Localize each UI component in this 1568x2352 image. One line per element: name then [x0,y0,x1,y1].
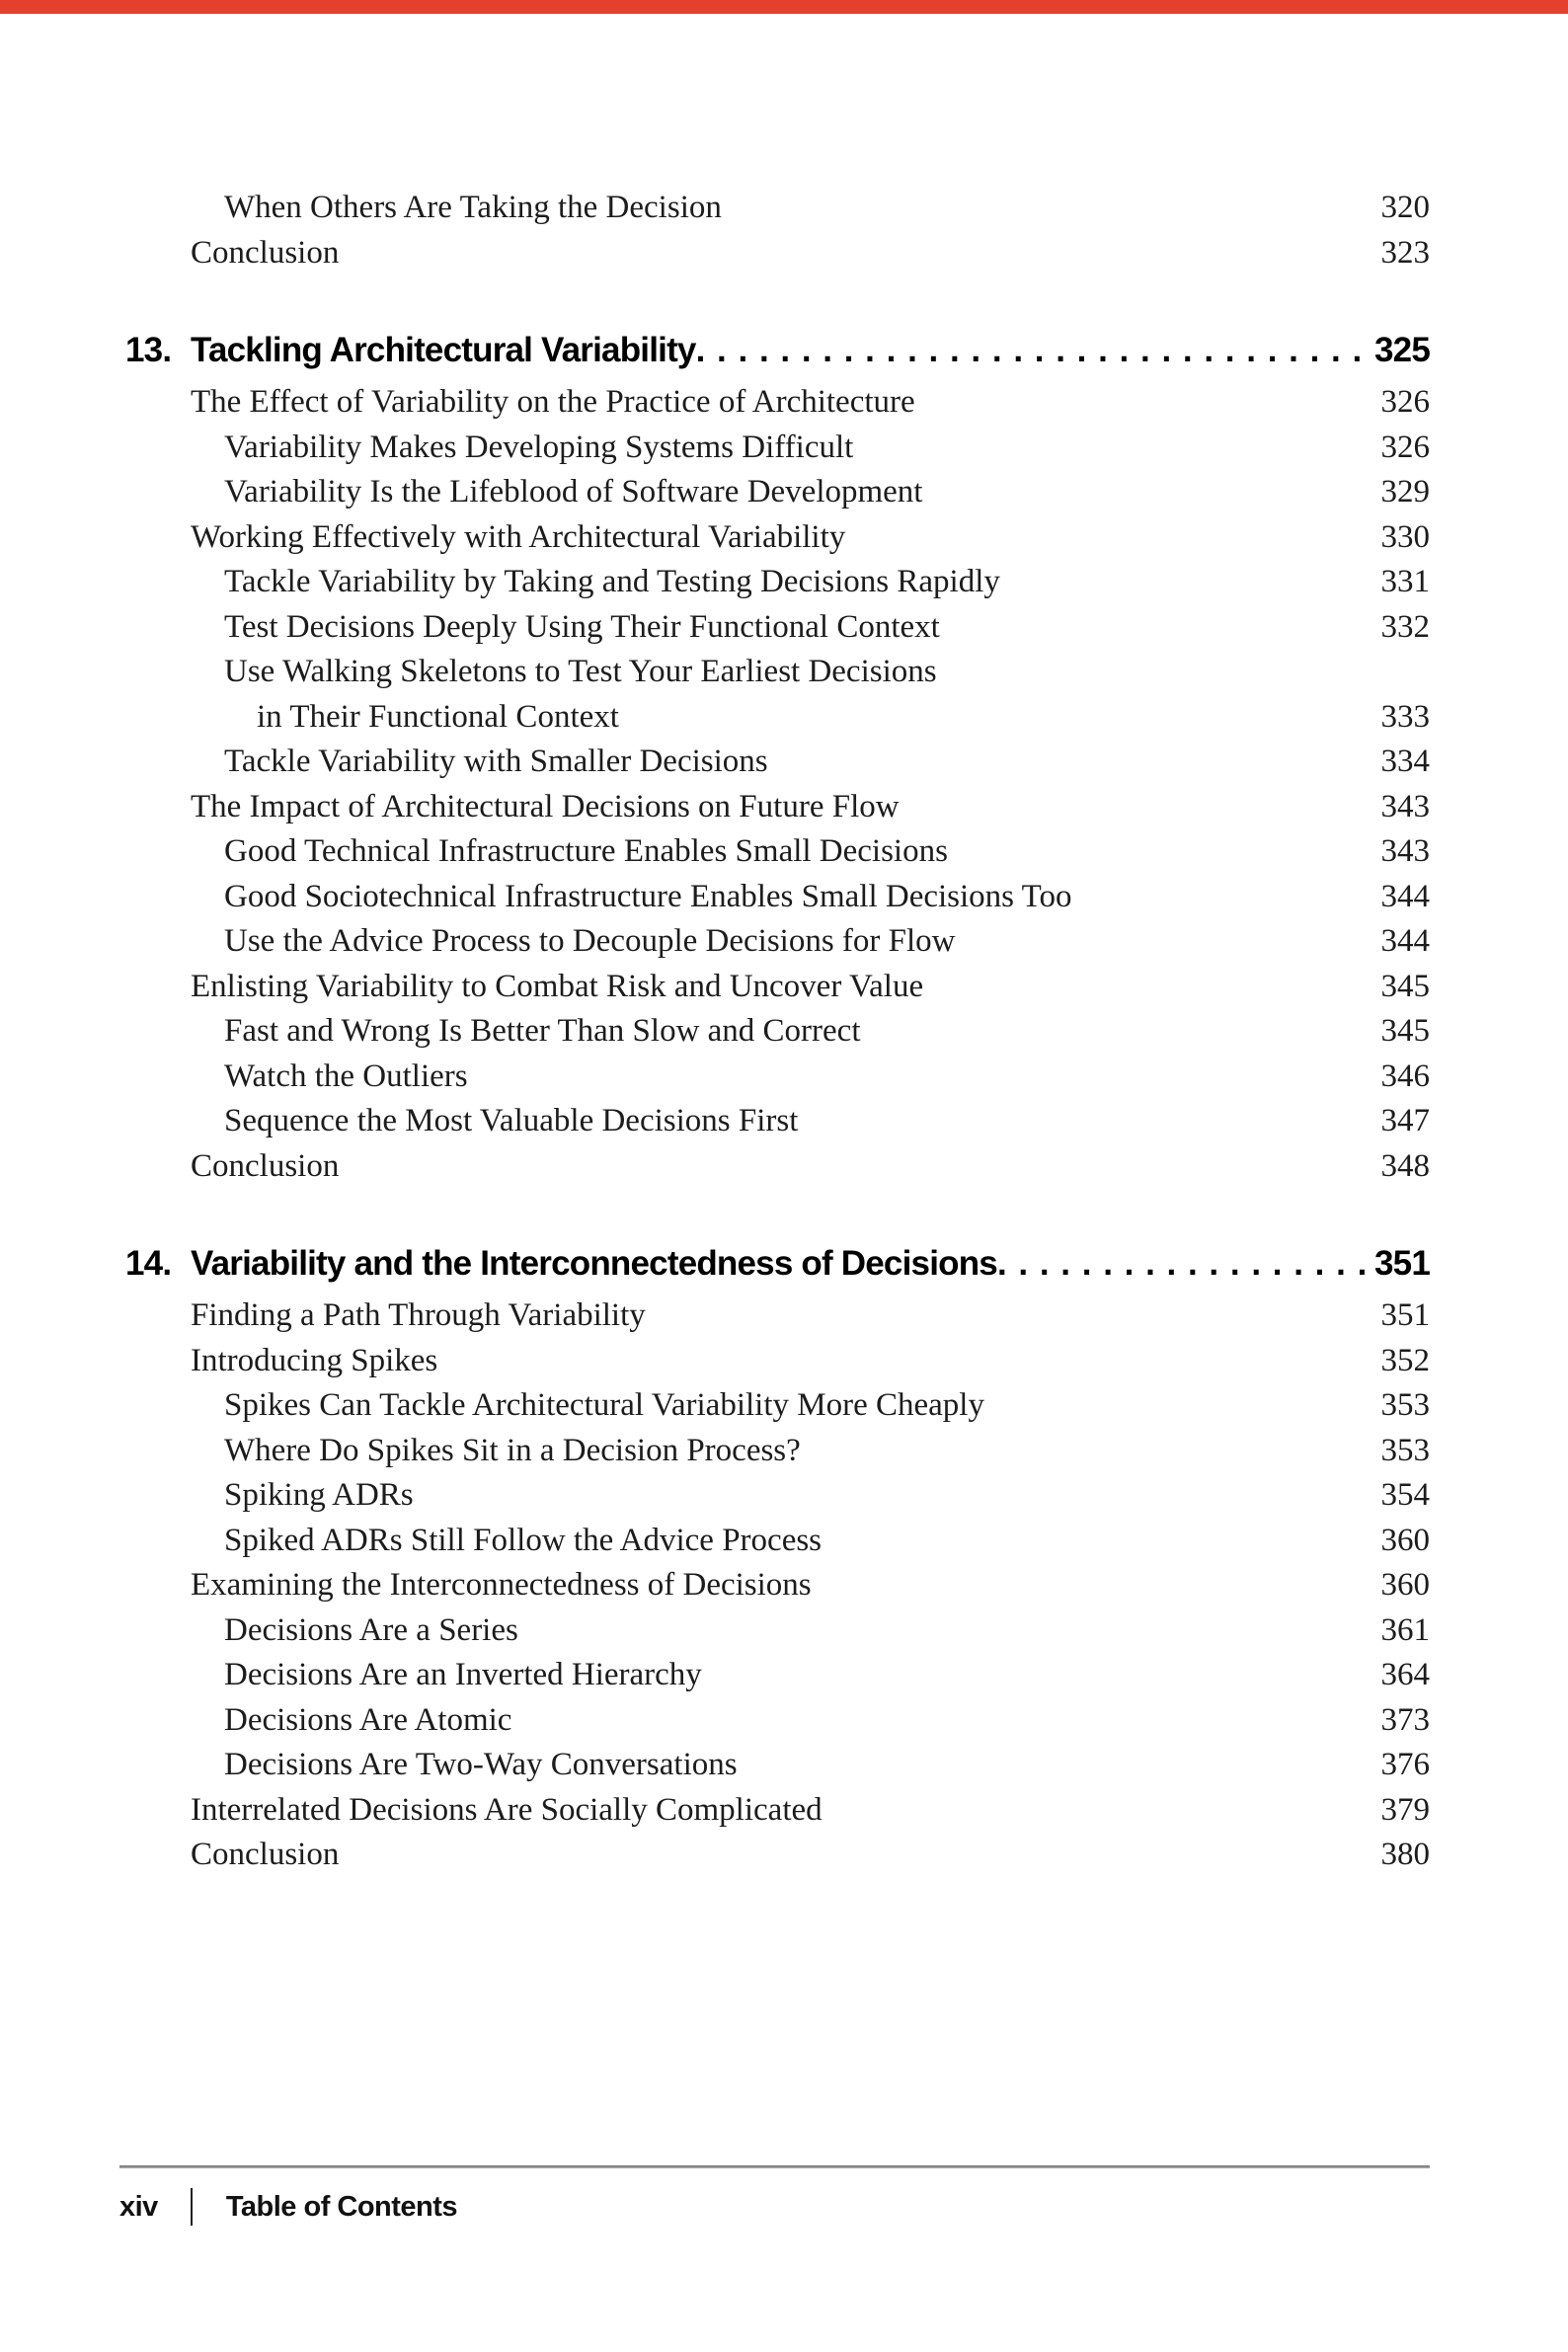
toc-entry-label: Interrelated Decisions Are Socially Complicated [191,1791,823,1828]
toc-entry [125,785,1430,830]
toc-entry-page: 354 [1380,1477,1430,1513]
toc-entry [125,875,1430,920]
toc-entry [125,1563,1430,1608]
toc-entry-page: 345 [1380,1013,1430,1049]
toc-entry [125,1009,1430,1055]
toc-entry-label: Fast and Wrong Is Better Than Slow and Correct [224,1013,861,1049]
toc-entry-page: 352 [1380,1342,1430,1378]
toc-chapter-heading [125,1240,1430,1288]
toc-entry-label: Conclusion [191,1147,340,1184]
toc-entry-page: 361 [1380,1611,1430,1648]
toc-entry-label: Spikes Can Tackle Architectural Variability More Cheaply [224,1387,984,1423]
toc-entry [125,1099,1430,1144]
toc-entry-label: Decisions Are a Series [224,1611,518,1648]
toc-entry-page: 353 [1380,1387,1430,1423]
toc-entry-page: 344 [1380,923,1430,959]
toc-entry-label: Tackle Variability with Smaller Decisions [224,744,768,779]
chapter-number: 14. [125,1244,172,1283]
chapter-page: 325 [1374,331,1430,369]
toc-entry [125,515,1430,561]
footer-section-title: Table of Contents [225,2190,458,2223]
toc-entry [125,560,1430,605]
chapter-title: Tackling Architectural Variability [191,331,696,369]
chapter-page: 351 [1374,1244,1430,1283]
toc-entry-page: 320 [1380,190,1430,225]
toc-entry-page: 373 [1380,1701,1430,1738]
toc-entry [125,380,1430,426]
toc-entry [125,1653,1430,1698]
toc-entry [125,1608,1430,1654]
toc-entry-label: Good Sociotechnical Infrastructure Enables Small Decisions Too [224,878,1072,914]
toc-entry [125,1294,1430,1339]
toc-entry [125,919,1430,965]
toc-entry-page: 344 [1380,878,1430,914]
toc-entry-page: 332 [1380,608,1430,645]
toc-entry-page: 379 [1380,1791,1430,1828]
toc-entry-label: When Others Are Taking the Decision [224,190,722,225]
toc-entry-label: Introducing Spikes [191,1342,438,1378]
toc-entry-label: Conclusion [191,1837,340,1872]
toc-entry-label: Decisions Are Atomic [224,1701,512,1738]
toc-entry-label: Test Decisions Deeply Using Their Functional Context [224,608,940,645]
toc-entry [125,650,1430,695]
toc-entry [125,1429,1430,1474]
toc-entry [125,1788,1430,1834]
toc-entry-page: 330 [1380,518,1430,555]
toc-entry-page: 360 [1380,1522,1430,1558]
toc-entry-label: Good Technical Infrastructure Enables Small Decisions [224,833,948,869]
toc-entry [125,740,1430,785]
top-red-bar [0,0,1568,14]
toc-entry-label: Decisions Are Two-Way Conversations [224,1747,738,1782]
dot-leader [997,1240,1369,1288]
footer [119,2188,457,2226]
footer-separator [191,2188,193,2226]
toc-entry-page: 331 [1380,564,1430,599]
toc-entry-label: Use Walking Skeletons to Test Your Earliest Decisions [224,654,937,689]
toc-entry [125,1473,1430,1519]
toc-entry-page: 343 [1380,833,1430,869]
toc-entry [125,1743,1430,1788]
footer-rule [119,2165,1430,2168]
toc-entry-label: in Their Functional Context [257,698,619,735]
toc-entry-label: Variability Is the Lifeblood of Software Development [224,474,923,510]
toc-entry [125,426,1430,471]
dot-leader [696,327,1369,374]
toc-entry-page: 364 [1380,1657,1430,1692]
toc-entry-label: Spiked ADRs Still Follow the Advice Process [224,1522,823,1558]
toc-entry [125,186,1430,231]
toc-entry-page: 333 [1380,698,1430,735]
toc-entry [125,965,1430,1010]
toc-entry [125,829,1430,875]
footer-page-number: xiv [119,2190,158,2223]
toc-entry-label: Variability Makes Developing Systems Difficult [224,429,854,465]
toc-entry-label: Examining the Interconnectedness of Decisions [191,1567,812,1603]
toc-entry [125,605,1430,651]
toc-entry-label: The Impact of Architectural Decisions on Future Flow [191,788,900,824]
toc-entry [125,1144,1430,1190]
table-of-contents [125,186,1430,1878]
toc-entry-page: 329 [1380,474,1430,510]
toc-entry-page: 345 [1380,968,1430,1004]
toc-entry-label: Use the Advice Process to Decouple Decisions for Flow [224,923,956,959]
toc-entry [125,1055,1430,1100]
toc-entry [125,1833,1430,1878]
toc-entry [125,1519,1430,1564]
toc-entry-label: Spiking ADRs [224,1477,414,1513]
toc-entry [125,1339,1430,1384]
toc-entry-page: 380 [1380,1837,1430,1872]
toc-entry-label: Conclusion [191,234,340,271]
toc-entry-page: 347 [1380,1103,1430,1138]
toc-entry-label: Tackle Variability by Taking and Testing Decisions Rapidly [224,564,1000,599]
toc-entry [125,695,1430,741]
chapter-title: Variability and the Interconnectedness of Decisions [191,1244,997,1283]
toc-entry-page: 343 [1380,788,1430,824]
toc-entry-page: 323 [1380,234,1430,271]
toc-entry-label: Finding a Path Through Variability [191,1297,646,1333]
toc-entry-label: Watch the Outliers [224,1058,468,1094]
chapter-number: 13. [125,331,172,369]
toc-entry-label: Decisions Are an Inverted Hierarchy [224,1657,702,1692]
toc-entry-page: 334 [1380,744,1430,779]
toc-entry-page: 346 [1380,1058,1430,1094]
toc-entry-label: Working Effectively with Architectural Variability [191,518,846,555]
toc-entry-page: 360 [1380,1567,1430,1603]
toc-entry-page: 351 [1380,1297,1430,1333]
toc-entry [125,1698,1430,1744]
toc-entry-page: 376 [1380,1747,1430,1782]
toc-entry-label: The Effect of Variability on the Practice of Architecture [191,384,915,420]
toc-entry-page: 326 [1380,429,1430,465]
toc-entry [125,1383,1430,1429]
toc-entry [125,231,1430,276]
toc-entry-label: Enlisting Variability to Combat Risk and Uncover Value [191,968,924,1004]
toc-entry-label: Sequence the Most Valuable Decisions First [224,1103,799,1138]
toc-entry-page: 353 [1380,1432,1430,1468]
toc-entry [125,470,1430,515]
toc-entry-page: 326 [1380,384,1430,420]
toc-entry-label: Where Do Spikes Sit in a Decision Process? [224,1432,801,1468]
toc-chapter-heading [125,327,1430,374]
toc-entry-page: 348 [1380,1147,1430,1184]
